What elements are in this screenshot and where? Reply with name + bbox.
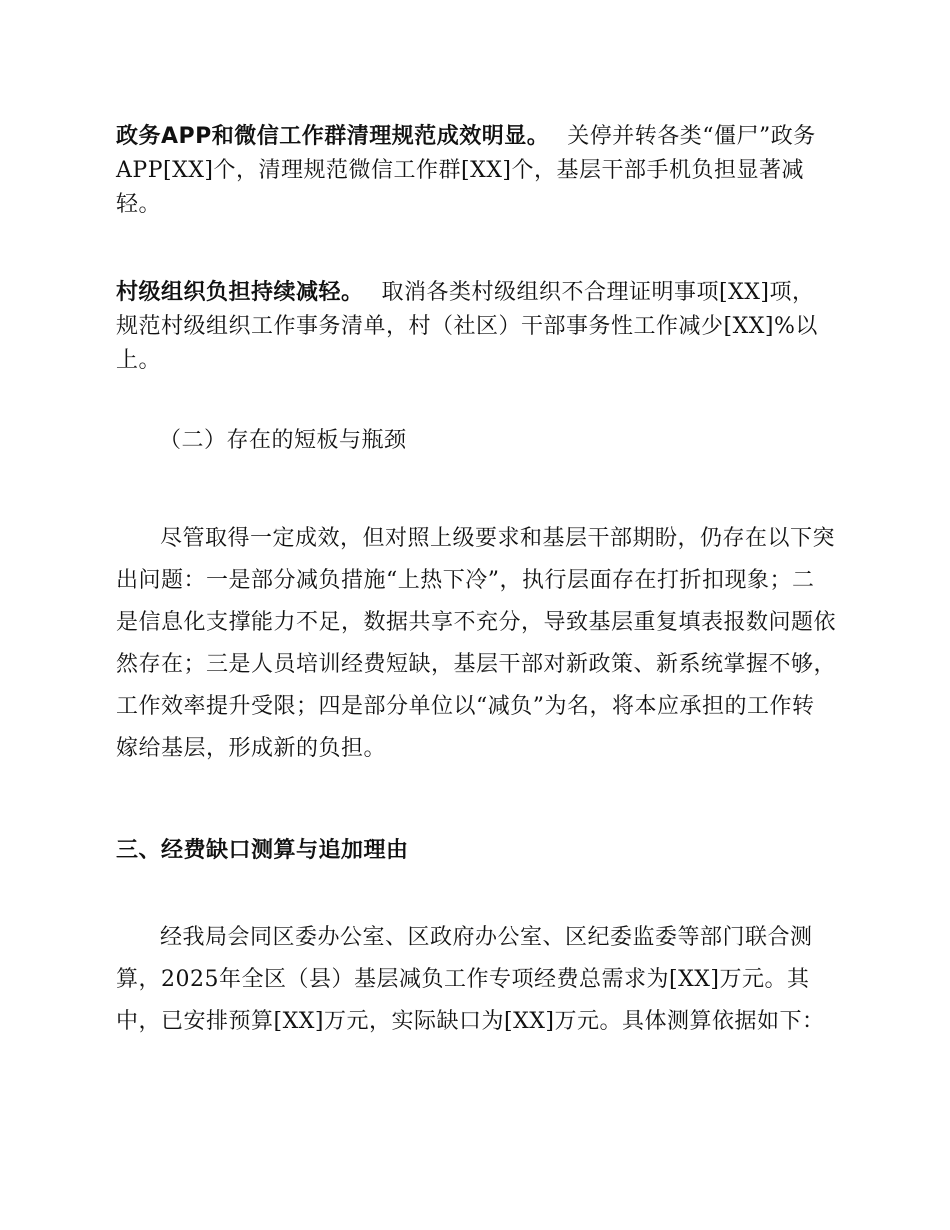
paragraph-village-burden xyxy=(116,276,836,378)
paragraph-body: 取消各类村级组织不合理证明事项[XX]项，规范村级组织工作事务清单，村（社区）干部事务性工作减少[XX]%以上。 xyxy=(116,280,818,373)
paragraph-lead: 村级组织负担持续减轻。 xyxy=(116,280,364,305)
paragraph-app-cleanup xyxy=(116,120,836,222)
section-heading-3: 三、经费缺口测算与追加理由 xyxy=(116,838,409,863)
paragraph-lead: 政务APP和微信工作群清理规范成效明显。 xyxy=(116,124,550,149)
paragraph-funding-estimate: 经我局会同区委办公室、区政府办公室、区纪委监委等部门联合测算，2025年全区（县）基层减负工作专项经费总需求为[XX]万元。其中，已安排预算[XX]万元，实际缺口为[XX]万元。具体测算依据如下： xyxy=(116,925,825,1034)
paragraph-problems: 尽管取得一定成效，但对照上级要求和基层干部期盼，仍存在以下突出问题：一是部分减负措施“上热下冷”，执行层面存在打折扣现象；二是信息化支撑能力不足，数据共享不充分，导致基层重复填表报数问题依然存在；三是人员培训经费短缺，基层干部对新政策、新系统掌握不够，工作效率提升受限；四是部分单位以“减负”为名，将本应承担的工作转嫁给基层，形成新的负担。 xyxy=(116,526,837,761)
subheading-shortcomings: （二）存在的短板与瓶颈 xyxy=(159,428,407,453)
paragraph-body: 关停并转各类“僵尸”政务APP[XX]个，清理规范微信工作群[XX]个，基层干部手机负担显著减轻。 xyxy=(116,124,816,217)
